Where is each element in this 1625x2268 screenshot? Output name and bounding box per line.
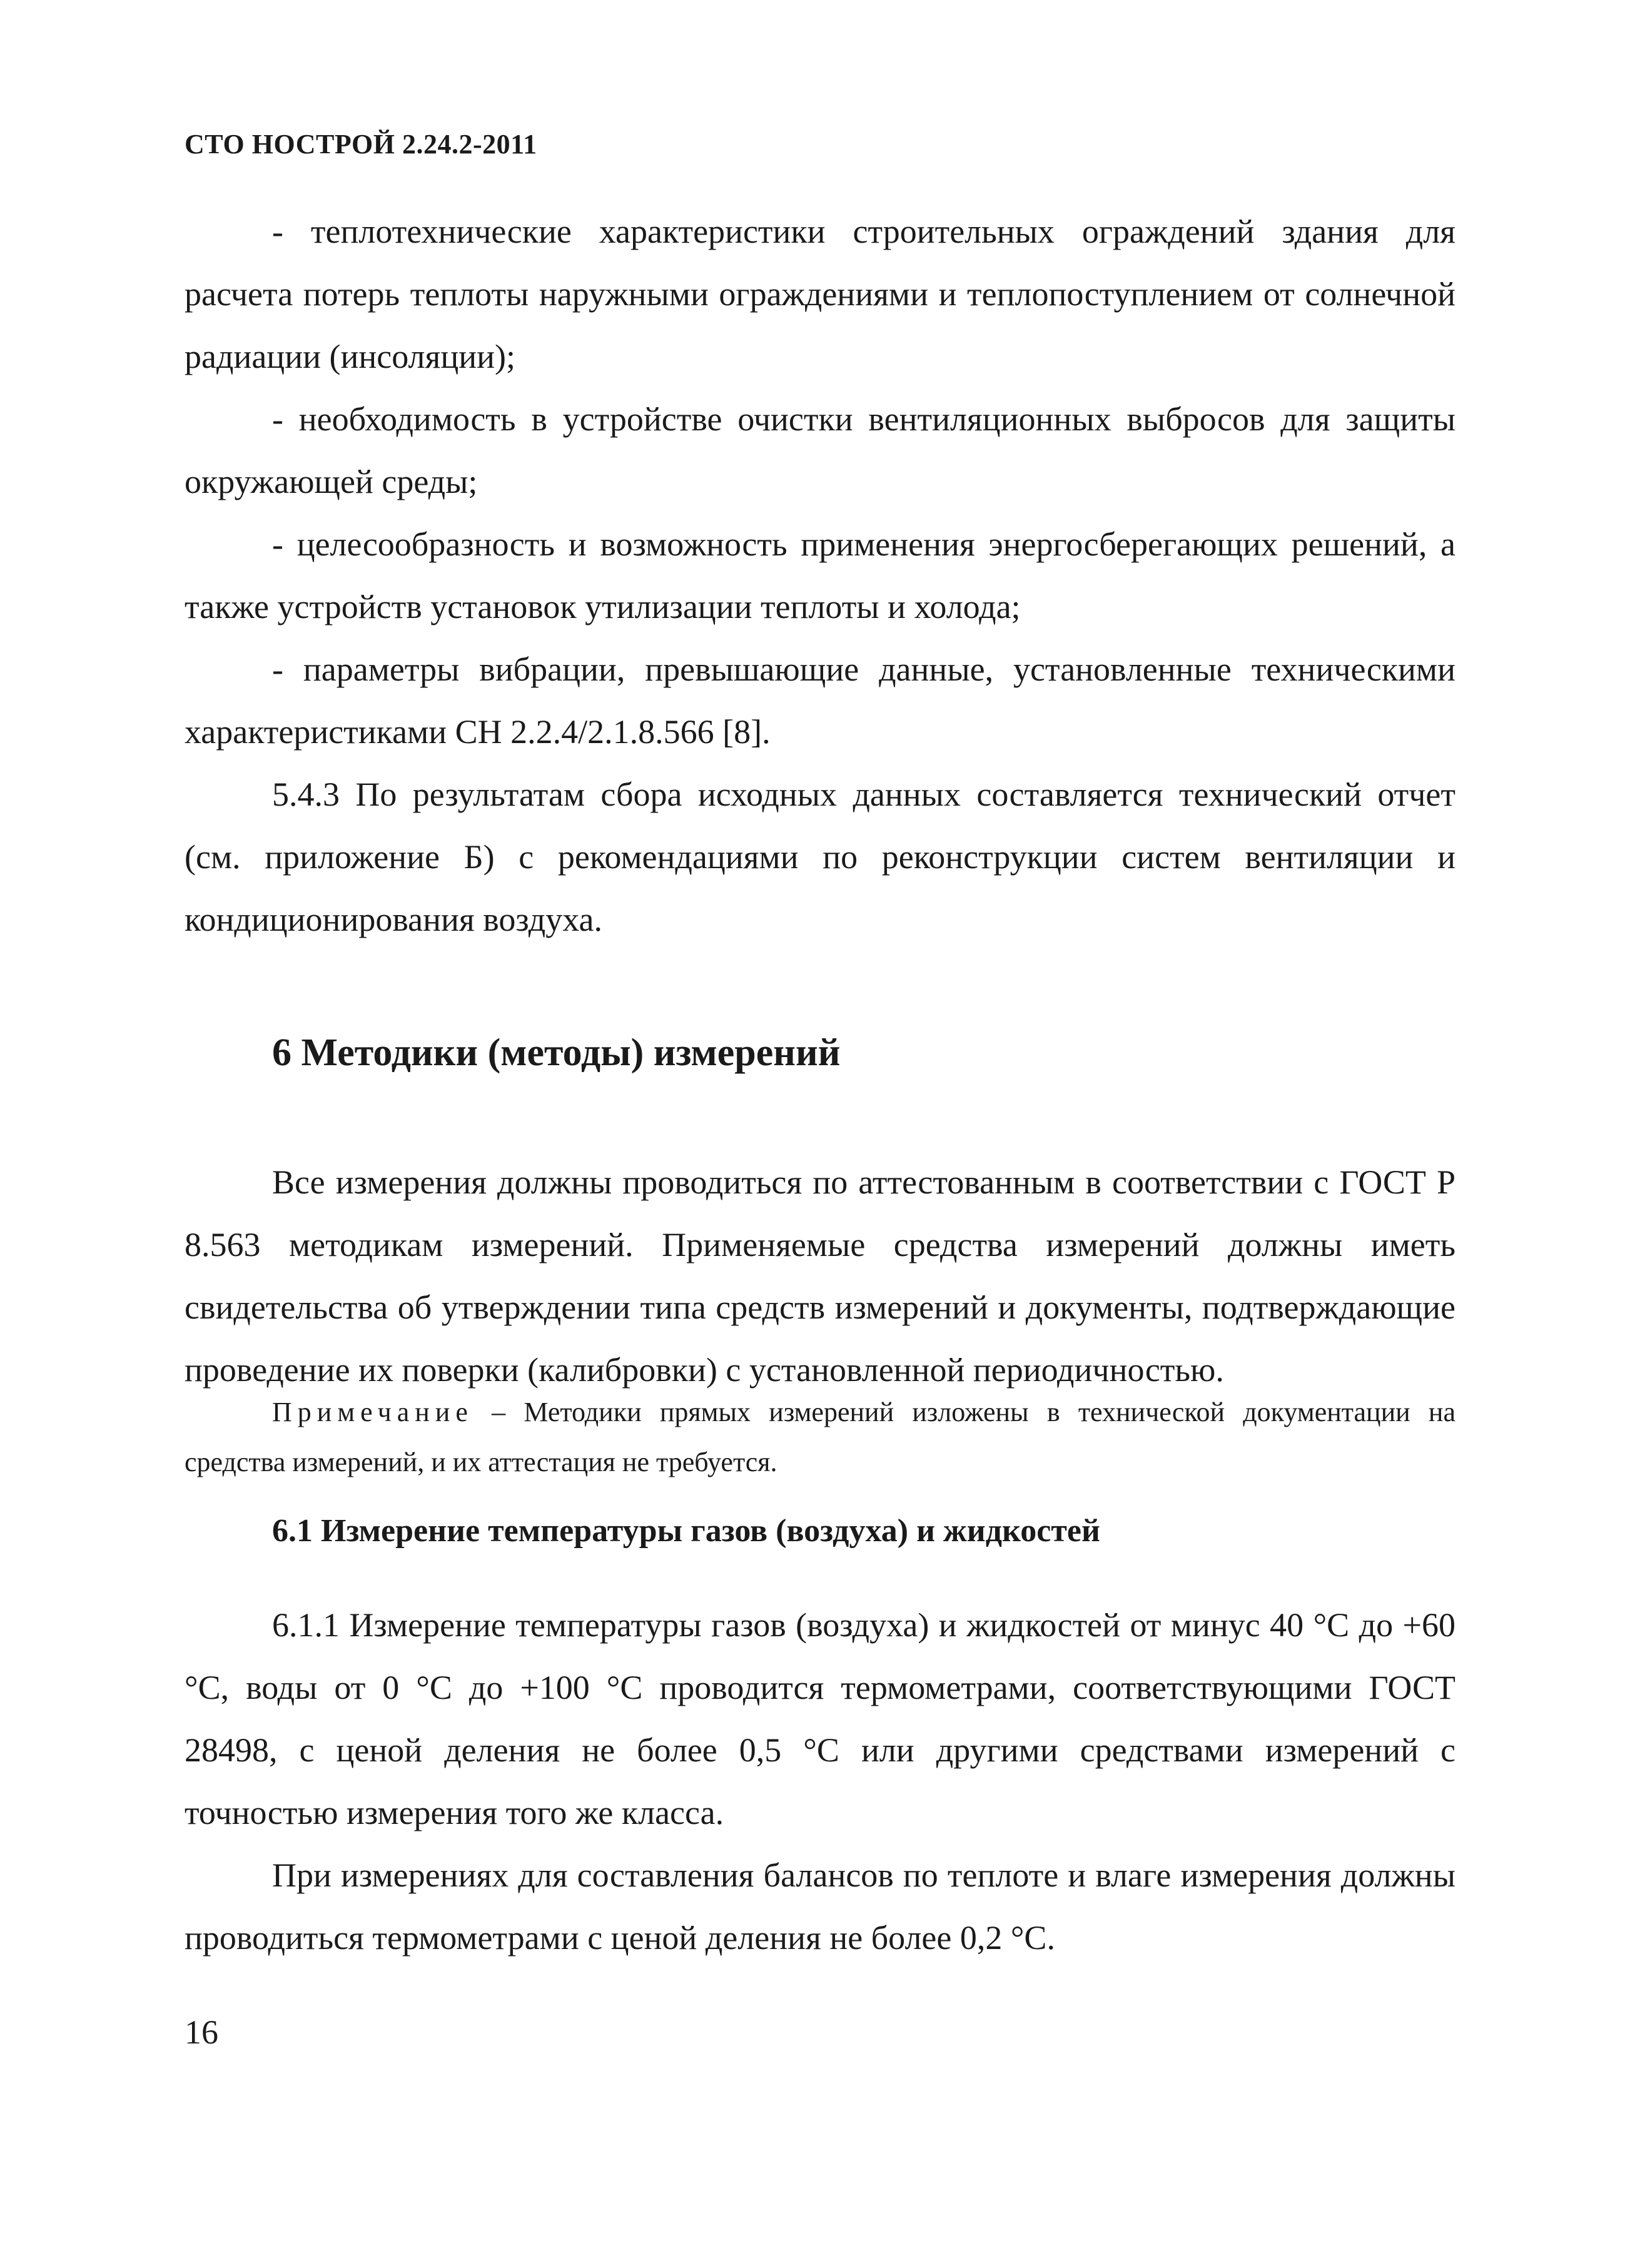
note-text: – Методики прямых измерений изложены в технической документации на средства измерений, и их аттестация не требуется.: [185, 1397, 1455, 1477]
note: [185, 1387, 1455, 1487]
document-code-header: СТО НОСТРОЙ 2.24.2-2011: [185, 129, 537, 159]
paragraph-emission-cleaning: - необходимость в устройстве очистки вентиляционных выбросов для защиты окружающей среды;: [185, 400, 1455, 500]
section-6-intro: [185, 1151, 1455, 1401]
top-section: [185, 200, 1455, 951]
note-label: Примечание: [272, 1397, 473, 1427]
section-6-heading: 6 Методики (методы) измерений: [272, 1031, 841, 1074]
paragraph-measurements-intro: Все измерения должны проводиться по аттестованным в соответствии с ГОСТ Р 8.563 методикам измерений. Применяемые средства измерений должны иметь свидетельства об утверждении типа средств измерений и документы, подтверждающие проведение их поверки (калибровки) с установленной периодичностью.: [185, 1163, 1455, 1389]
paragraph-5-4-3: 5.4.3 По результатам сбора исходных данных составляется технический отчет (см. приложение Б) с рекомендациями по реконструкции систем вентиляции и кондиционирования воздуха.: [185, 776, 1455, 938]
paragraph-energy-saving: - целесообразность и возможность применения энергосберегающих решений, а также устройств установок утилизации теплоты и холода;: [185, 525, 1455, 625]
page-number: 16: [185, 2013, 218, 2051]
paragraph-thermal-characteristics: - теплотехнические характеристики строительных ограждений здания для расчета потерь теплоты наружными ограждениями и теплопоступлением от солнечной радиации (инсоляции);: [185, 213, 1455, 375]
paragraph-balance-measurements: При измерениях для составления балансов по теплоте и влаге измерения должны проводиться термометрами с ценой деления не более 0,2 °С.: [185, 1856, 1455, 1957]
subsection-6-1-body: [185, 1594, 1455, 1969]
paragraph-vibration: - параметры вибрации, превышающие данные, установленные техническими характеристиками СН 2.2.4/2.1.8.566 [8].: [185, 651, 1455, 751]
subsection-6-1-heading: 6.1 Измерение температуры газов (воздуха) и жидкостей: [272, 1513, 1100, 1549]
paragraph-6-1-1: 6.1.1 Измерение температуры газов (воздуха) и жидкостей от минус 40 °С до +60 °С, воды от 0 °С до +100 °С проводится термометрами, соответствующими ГОСТ 28498, с ценой деления не более 0,5 °С или другими средствами измерений с точностью измерения того же класса.: [185, 1606, 1455, 1831]
